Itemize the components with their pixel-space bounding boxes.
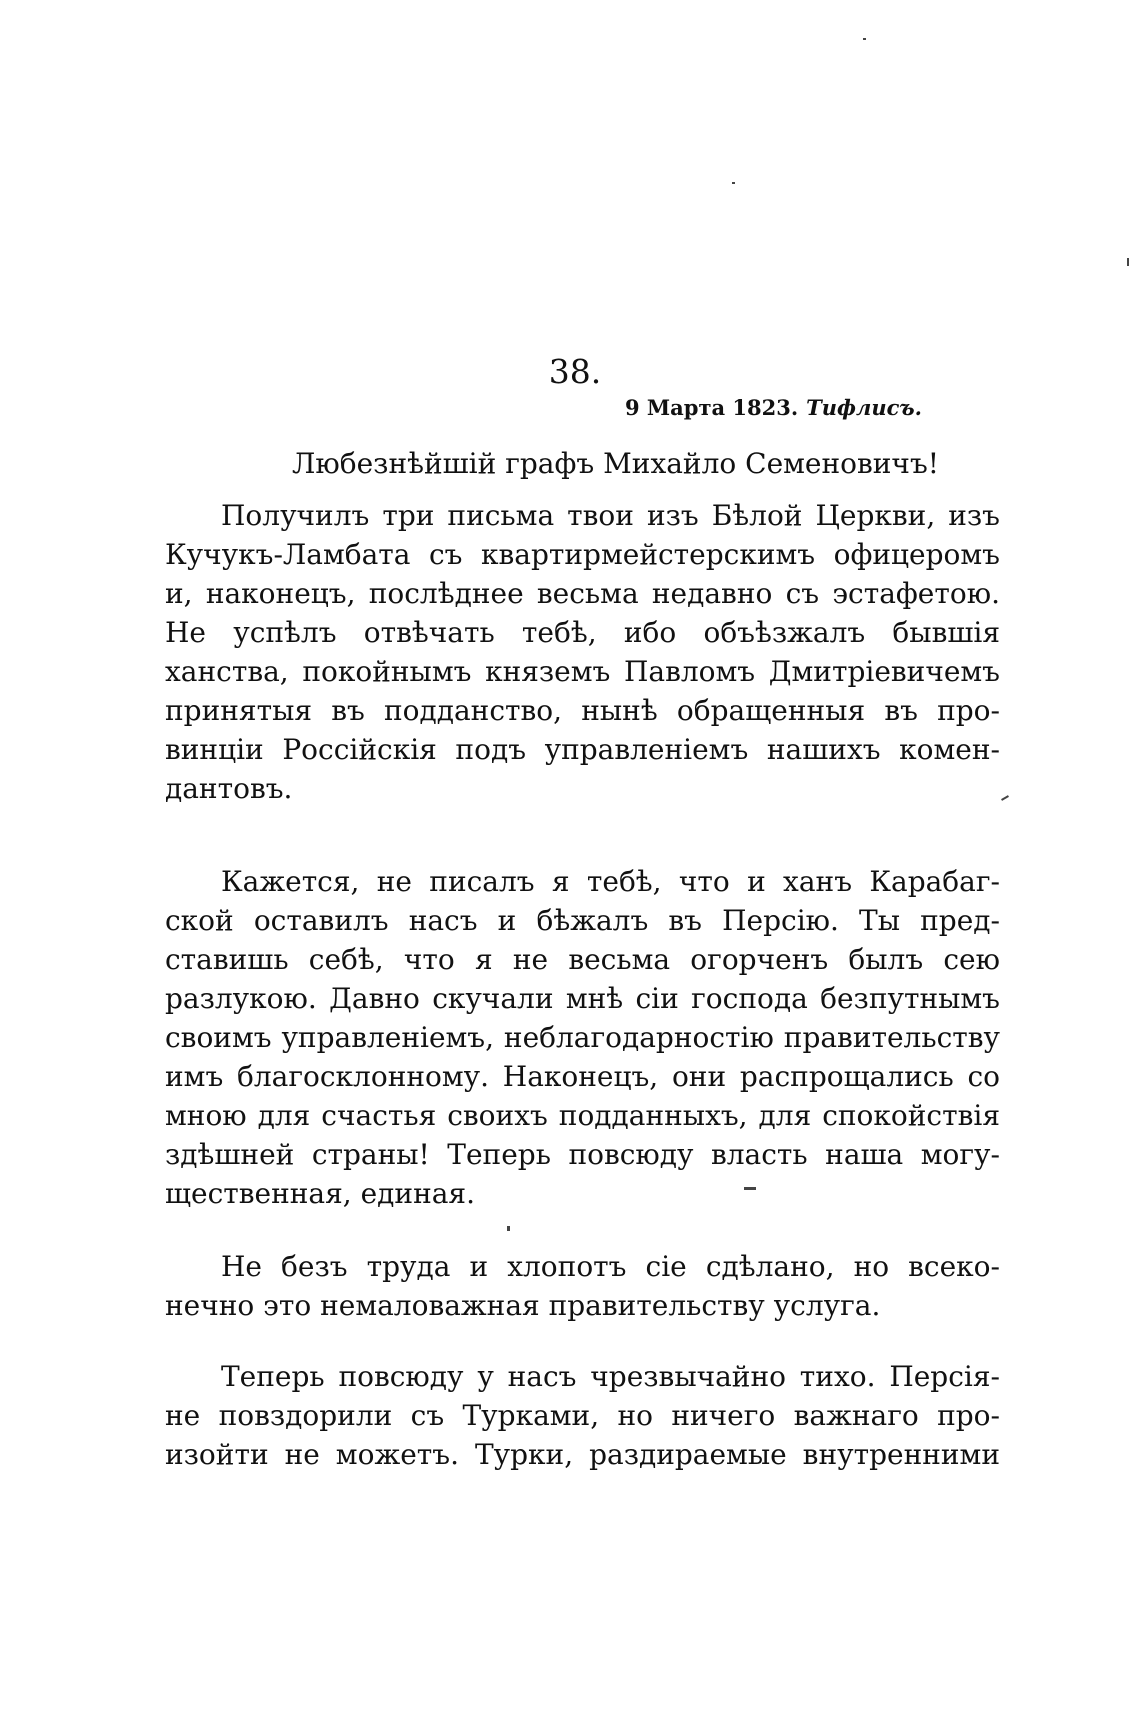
- salutation: Любезнѣйшій графъ Михайло Семеновичъ!: [292, 447, 940, 480]
- scan-speck: [732, 182, 735, 184]
- paragraph-2-first-line-wrap: [165, 862, 1000, 901]
- paragraph-4-line-3: изойти не можетъ. Турки, раздираемые внутренними: [165, 1438, 1000, 1471]
- paragraph-1-line-6: принятыя въ подданство, нынѣ обращенныя въ про-: [165, 694, 1000, 727]
- paragraph-4: [165, 1396, 1000, 1474]
- paragraph-2-line-1: Кажется, не писалъ я тебѣ, что и ханъ Карабаг-: [221, 865, 1000, 898]
- paragraph-1-line-7: винціи Россійскія подъ управленіемъ нашихъ комен-: [165, 733, 1000, 766]
- dateline: [625, 393, 922, 423]
- paragraph-1-line-2: Кучукъ-Ламбата съ квартирмейстерскимъ офицеромъ: [165, 538, 1000, 571]
- paragraph-3-first-line-wrap: [165, 1247, 1000, 1286]
- letter-place: Тифлисъ.: [806, 395, 922, 420]
- paragraph-1-first-line-wrap: [165, 496, 1000, 535]
- paragraph-4-line-2: не повздорили съ Турками, но ничего важнаго про-: [165, 1399, 1000, 1432]
- letter-number: 38.: [548, 352, 602, 391]
- paragraph-1-line-8: дантовъ.: [165, 772, 293, 805]
- paragraph-2-line-9: щественная, единая.: [165, 1177, 475, 1210]
- paragraph-2-line-3: ставишь себѣ, что я не весьма огорченъ былъ сею: [165, 943, 1000, 976]
- paragraph-2-line-5: своимъ управленіемъ, неблагодарностію правительству: [165, 1021, 1000, 1054]
- scan-speck: [1127, 258, 1129, 266]
- paragraph-1-line-1: Получилъ три письма твои изъ Бѣлой Церкви, изъ: [221, 499, 1000, 532]
- paragraph-3-line-2: нечно это немаловажная правительству услуга.: [165, 1289, 881, 1322]
- paragraph-3-line-1: Не безъ труда и хлопотъ сіе сдѣлано, но всеко-: [221, 1250, 1000, 1283]
- scan-speck: [744, 1187, 756, 1190]
- paragraph-3: [165, 1286, 1000, 1325]
- paragraph-2-line-2: ской оставилъ насъ и бѣжалъ въ Персію. Ты пред-: [165, 904, 1000, 937]
- paragraph-2: [165, 901, 1000, 1213]
- letter-date: 9 Марта 1823.: [625, 395, 799, 420]
- paragraph-4-first-line-wrap: [165, 1357, 1000, 1396]
- paragraph-2-line-4: разлукою. Давно скучали мнѣ сіи господа безпутнымъ: [165, 982, 1000, 1015]
- paragraph-1-line-5: ханства, покойнымъ княземъ Павломъ Дмитріевичемъ: [165, 655, 1000, 688]
- paragraph-2-line-6: имъ благосклонному. Наконецъ, они распрощались со: [165, 1060, 1000, 1093]
- paragraph-1-line-3: и, наконецъ, послѣднее весьма недавно съ эстафетою.: [165, 577, 1000, 610]
- paragraph-4-line-1: Теперь повсюду у насъ чрезвычайно тихо. Персія-: [221, 1360, 1000, 1393]
- scan-speck: [1001, 795, 1009, 801]
- paragraph-1-line-4: Не успѣлъ отвѣчать тебѣ, ибо объѣзжалъ бывшія: [165, 616, 1000, 649]
- paragraph-2-line-7: мною для счастья своихъ подданныхъ, для спокойствія: [165, 1099, 1000, 1132]
- paragraph-1: [165, 535, 1000, 808]
- paragraph-2-line-8: здѣшней страны! Теперь повсюду власть наша могу-: [165, 1138, 1000, 1171]
- scan-speck: [507, 1226, 510, 1231]
- scan-speck: [863, 38, 866, 40]
